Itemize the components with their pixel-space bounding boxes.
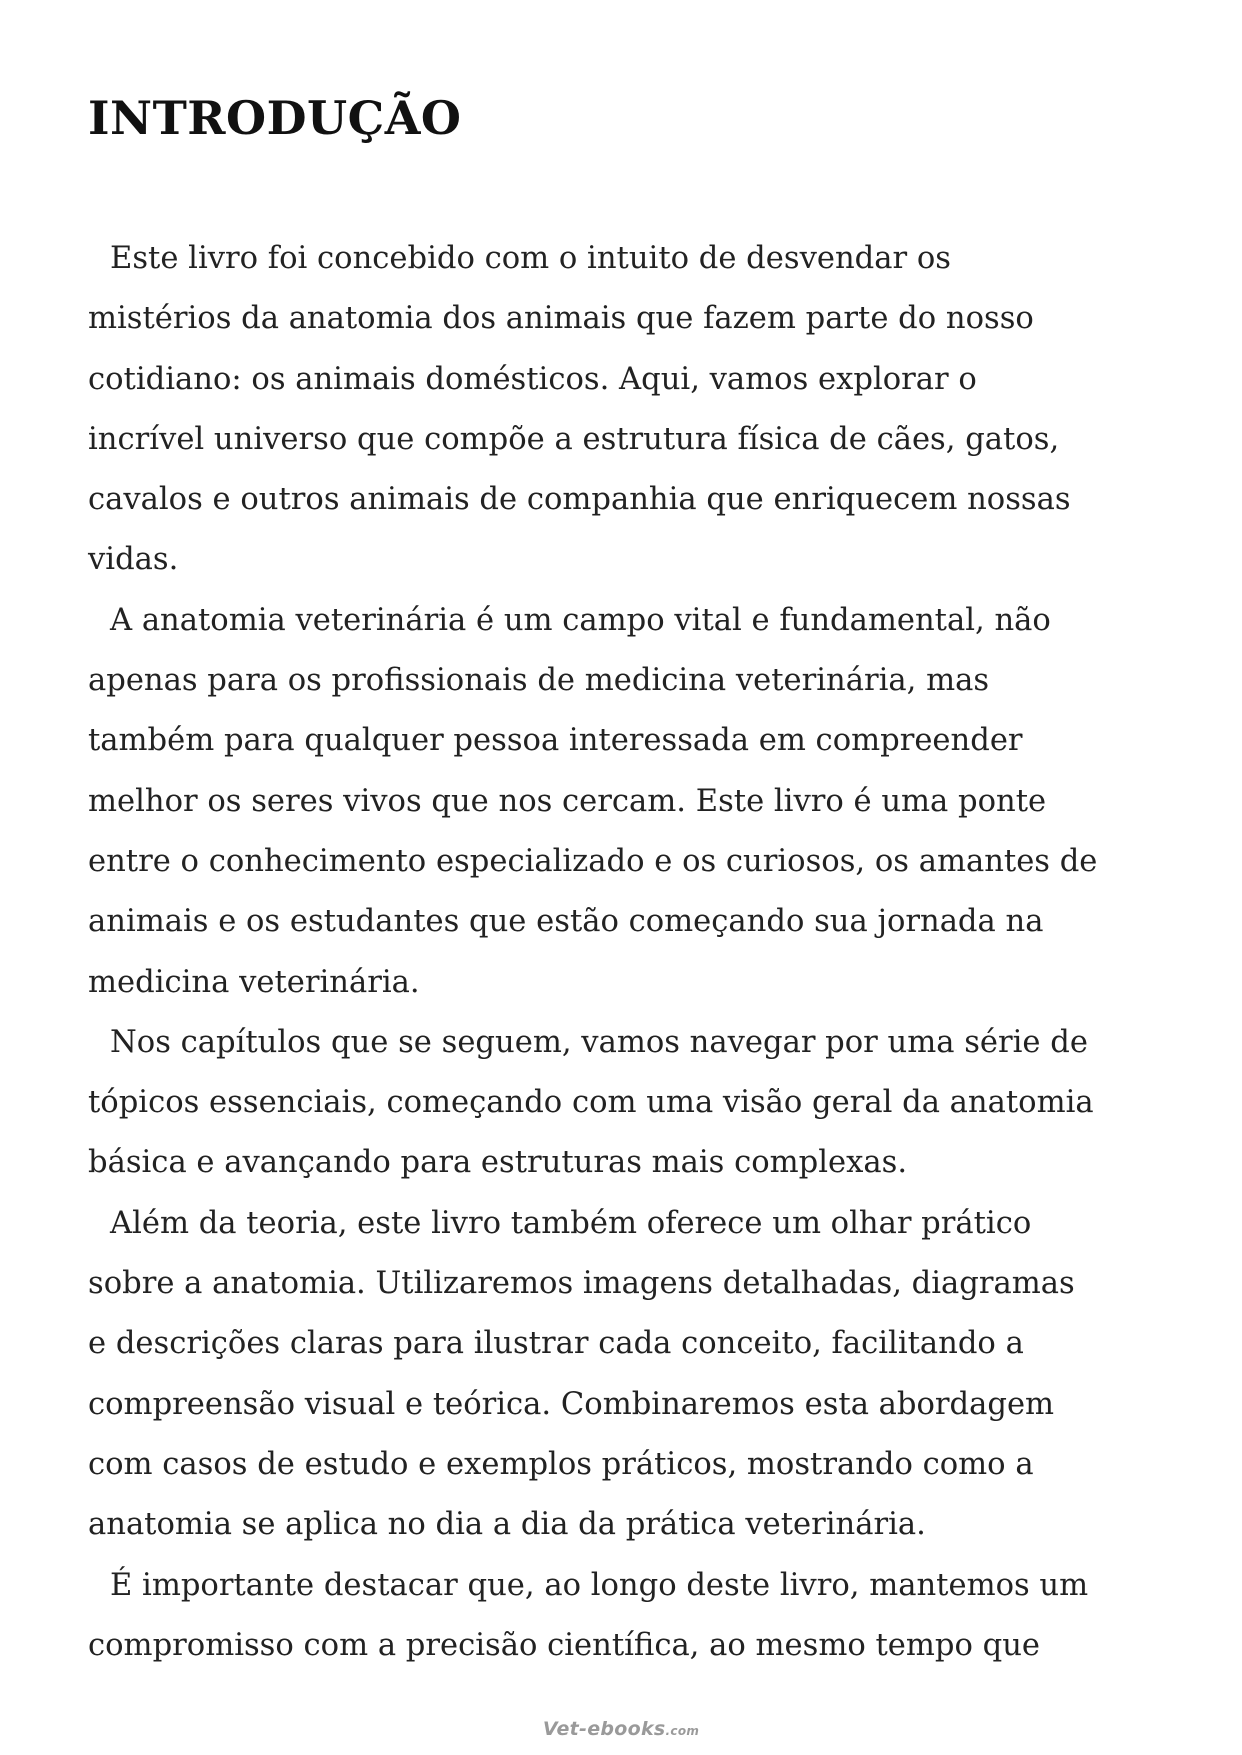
text-line: também para qualquer pessoa interessada em compreender: [88, 723, 1023, 759]
paragraph-1: [88, 229, 1168, 591]
paragraph-3: [88, 1013, 1168, 1194]
text-line: mistérios da anatomia dos animais que fazem parte do nosso: [88, 301, 1034, 337]
text-line: cotidiano: os animais domésticos. Aqui, vamos explorar o: [88, 361, 977, 397]
text-line: vidas.: [88, 542, 179, 578]
text-line: tópicos essenciais, começando com uma visão geral da anatomia: [88, 1085, 1094, 1121]
paragraph-2: [88, 591, 1168, 1013]
paragraph-4: [88, 1194, 1168, 1556]
text-line: Além da teoria, este livro também oferece um olhar prático: [110, 1205, 1032, 1241]
paragraph-5: [88, 1556, 1168, 1677]
text-line: compromisso com a precisão científica, ao mesmo tempo que: [88, 1627, 1041, 1663]
watermark-name: Vet-ebooks: [542, 1718, 666, 1740]
text-line: melhor os seres vivos que nos cercam. Este livro é uma ponte: [88, 783, 1047, 819]
text-line: animais e os estudantes que estão começando sua jornada na: [88, 904, 1044, 940]
text-line: É importante destacar que, ao longo deste livro, mantemos um: [110, 1567, 1089, 1603]
text-line: com casos de estudo e exemplos práticos, mostrando como a: [88, 1446, 1034, 1482]
text-line: Este livro foi concebido com o intuito de desvendar os: [110, 241, 951, 276]
text-line: medicina veterinária.: [88, 964, 420, 1000]
watermark-suffix: .com: [665, 1724, 700, 1738]
text-line: cavalos e outros animais de companhia que enriquecem nossas: [88, 482, 1071, 518]
text-line: incrível universo que compõe a estrutura física de cães, gatos,: [88, 421, 1060, 457]
text-line: e descrições claras para ilustrar cada conceito, facilitando a: [88, 1326, 1024, 1362]
page-title: INTRODUÇÃO: [88, 91, 462, 145]
watermark-logo: [0, 1718, 1242, 1740]
text-line: compreensão visual e teórica. Combinaremos esta abordagem: [88, 1386, 1055, 1422]
text-line: Nos capítulos que se seguem, vamos navegar por uma série de: [110, 1024, 1088, 1060]
text-line: A anatomia veterinária é um campo vital e fundamental, não: [110, 602, 1051, 638]
text-line: apenas para os profissionais de medicina veterinária, mas: [88, 663, 990, 699]
text-line: anatomia se aplica no dia a dia da prática veterinária.: [88, 1507, 926, 1543]
body-text: [88, 229, 1168, 1676]
text-line: básica e avançando para estruturas mais complexas.: [88, 1145, 908, 1181]
text-line: entre o conhecimento especializado e os curiosos, os amantes de: [88, 843, 1098, 879]
text-line: sobre a anatomia. Utilizaremos imagens detalhadas, diagramas: [88, 1266, 1075, 1302]
